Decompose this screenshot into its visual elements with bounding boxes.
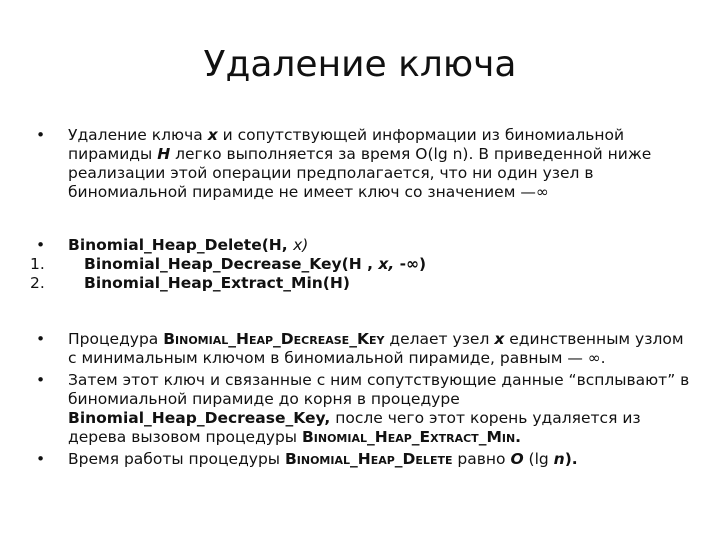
- code-text: x,: [378, 255, 395, 273]
- text-run: и сопутствующей информации из биномиальной пирамиды: [68, 126, 625, 163]
- text-run: Binomial_Heap_Decrease_Key,: [68, 409, 331, 427]
- bullet-marker: •: [36, 126, 46, 144]
- line-number: 1.: [30, 255, 45, 273]
- text-run: (lg: [523, 450, 554, 468]
- text-run: H: [157, 145, 171, 163]
- text-run: равно: [452, 450, 511, 468]
- bullet-marker: •: [36, 330, 46, 348]
- text-run: x: [207, 126, 218, 144]
- code-text: x): [293, 236, 309, 254]
- text-run: легко выполняется за время O(lg n). В приведенной ниже реализации этой операции предполагается, что ни один узел в биномиальной пирамиде не имеет ключ со значением —∞: [68, 145, 652, 201]
- text-run: единственным узлом с минимальным ключом в биномиальной пирамиде, равным — ∞.: [68, 330, 684, 367]
- list-item: [30, 330, 690, 368]
- text-run: Процедура: [68, 330, 164, 348]
- slide-title: Удаление ключа: [203, 44, 517, 85]
- code-text: Binomial_Heap_Decrease_Key(H ,: [84, 255, 379, 273]
- text-run: Удаление ключа: [68, 126, 208, 144]
- pseudocode-block: [30, 236, 690, 293]
- text-run: Затем этот ключ и связанные с ним сопутствующие данные “всплывают” в биномиальной пирамиде до корня в процедуре: [68, 371, 690, 408]
- code-line: [30, 255, 690, 274]
- text-run: O: [510, 450, 524, 468]
- explanation-list: [30, 330, 690, 469]
- list-item: [30, 126, 690, 202]
- list-item: [30, 450, 690, 469]
- text-run: Время работы процедуры: [68, 450, 285, 468]
- text-run: n: [553, 450, 565, 468]
- bullet-marker: •: [36, 450, 46, 468]
- line-number: 2.: [30, 274, 45, 292]
- text-run: ).: [564, 450, 578, 468]
- bullet-marker: •: [36, 236, 46, 254]
- text-run: после чего этот корень удаляется из дерева вызовом процедуры: [68, 409, 641, 446]
- text-run: Binomial_Heap_Delete: [284, 450, 453, 468]
- intro-paragraph: [30, 126, 690, 202]
- text-run: Binomial_Heap_Decrease_Key: [163, 330, 385, 348]
- code-text: Binomial_Heap_Delete(H,: [68, 236, 294, 254]
- code-text: Binomial_Heap_Extract_Min(H): [84, 274, 350, 292]
- bullet-marker: •: [36, 371, 46, 389]
- code-header: [30, 236, 690, 255]
- text-run: Binomial_Heap_Extract_Min.: [301, 428, 522, 446]
- code-line: [30, 274, 690, 293]
- text-run: x: [494, 330, 505, 348]
- list-item: [30, 371, 690, 447]
- text-run: делает узел: [384, 330, 495, 348]
- code-text: -∞): [394, 255, 427, 273]
